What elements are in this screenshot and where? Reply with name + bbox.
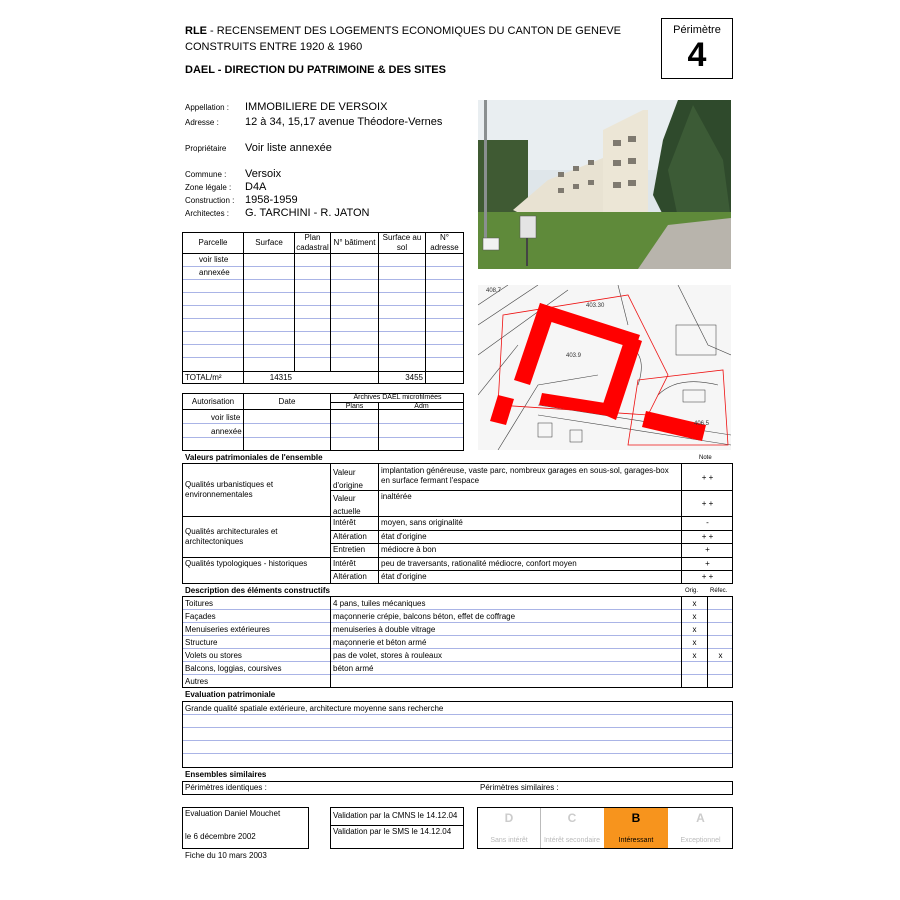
valeurs-g1-r2-label: Valeur actuelle bbox=[333, 494, 361, 516]
building-photo bbox=[478, 100, 731, 269]
appellation-label: Appellation : bbox=[185, 103, 230, 112]
description-text-balcons: béton armé bbox=[333, 664, 374, 673]
cadastral-map-image bbox=[478, 285, 731, 450]
valeurs-g3-r1-text: peu de traversants, rationalité médiocre, confort moyen bbox=[381, 559, 577, 568]
adresse-label: Adresse : bbox=[185, 118, 219, 127]
building-photo-image bbox=[478, 100, 731, 269]
parcel-header-plan: Plan cadastral bbox=[296, 233, 329, 252]
grade-d-label: Sans intérêt bbox=[490, 837, 528, 844]
evaluation-date: le 6 décembre 2002 bbox=[185, 832, 256, 841]
map-label-3: 403.9 bbox=[566, 353, 582, 359]
header-title-line1 bbox=[185, 25, 621, 37]
description-title: Description des éléments constructifs bbox=[185, 586, 330, 595]
architectes-value: G. TARCHINI - R. JATON bbox=[245, 207, 370, 219]
valeurs-g2-r1-note: - bbox=[706, 518, 709, 527]
valeurs-g3-r2-label: Altération bbox=[333, 572, 367, 581]
appellation-value: IMMOBILIERE DE VERSOIX bbox=[245, 101, 388, 113]
description-text-structure: maçonnerie et béton armé bbox=[333, 638, 427, 647]
description-orig-menuiseries: x bbox=[692, 625, 697, 634]
map-label-1: 408.7 bbox=[486, 288, 502, 294]
ensembles-title: Ensembles similaires bbox=[185, 770, 267, 779]
description-text-volets: pas de volet, stores à rouleaux bbox=[333, 651, 442, 660]
header-line1-text: - RECENSEMENT DES LOGEMENTS ECONOMIQUES DU CANTON DE GENEVE bbox=[207, 25, 621, 37]
description-label-volets: Volets ou stores bbox=[185, 651, 242, 660]
evaluation-author-box bbox=[182, 807, 309, 849]
description-label-balcons: Balcons, loggias, coursives bbox=[185, 664, 282, 673]
parcel-header-batiment: N° bâtiment bbox=[333, 238, 376, 247]
auth-header-adm: Adm bbox=[414, 403, 429, 410]
description-refec-header: Réfec. bbox=[710, 588, 728, 594]
validation-box bbox=[330, 807, 464, 849]
parcel-row-2: annexée bbox=[199, 268, 230, 277]
valeurs-g3-r1-label: Intérêt bbox=[333, 559, 356, 568]
auth-header-date: Date bbox=[278, 397, 296, 406]
commune-label: Commune : bbox=[185, 170, 227, 179]
grade-b-selected bbox=[604, 808, 668, 848]
adresse-value: 12 à 34, 15,17 avenue Théodore-Vernes bbox=[245, 116, 443, 128]
grade-c bbox=[541, 808, 603, 848]
valeurs-group-3: Qualités typologiques - historiques bbox=[185, 559, 308, 568]
cadastral-map bbox=[478, 285, 731, 450]
parcel-row-1: voir liste bbox=[199, 255, 229, 264]
auth-row-2: annexée bbox=[211, 427, 242, 436]
map-label-4: 406.5 bbox=[694, 421, 710, 427]
description-label-structure: Structure bbox=[185, 638, 218, 647]
proprietaire-label: Propriétaire bbox=[185, 144, 227, 153]
valeurs-group-2: Qualités architecturales et architectoniques bbox=[185, 527, 278, 546]
description-label-autres: Autres bbox=[185, 677, 209, 686]
description-orig-header: Orig. bbox=[685, 588, 699, 594]
description-text-facades: maçonnerie crépie, balcons béton, effet de coffrage bbox=[333, 612, 516, 621]
valeurs-g2-r1-text: moyen, sans originalité bbox=[381, 518, 463, 527]
parcel-total-surface: 14315 bbox=[269, 373, 292, 382]
description-orig-volets: x bbox=[692, 651, 697, 660]
valeurs-g2-r3-text: médiocre à bon bbox=[381, 545, 437, 554]
fiche-date: Fiche du 10 mars 2003 bbox=[185, 851, 267, 860]
grade-c-letter: C bbox=[567, 811, 577, 825]
valeurs-g1-r1-text: implantation généreuse, vaste parc, nombreux garages en sous-sol, garages-box en surface fermant l'espace bbox=[381, 466, 669, 485]
grade-d bbox=[478, 808, 540, 848]
grade-d-letter: D bbox=[504, 811, 514, 825]
parcel-header-adresse: N° adresse bbox=[430, 233, 459, 252]
validation-sms: Validation par le SMS le 14.12.04 bbox=[333, 827, 452, 836]
map-label-2: 403.30 bbox=[586, 303, 605, 309]
description-label-menuiseries: Menuiseries extérieures bbox=[185, 625, 270, 634]
parcel-header-surface: Surface bbox=[255, 238, 283, 247]
auth-header-archives: Archives DAEL microfilmées bbox=[353, 394, 442, 401]
valeurs-g2-r1-label: Intérêt bbox=[333, 518, 356, 527]
valeurs-g2-r3-note: + bbox=[705, 545, 710, 554]
valeurs-g2-r2-label: Altération bbox=[333, 532, 367, 541]
grade-b-label: Intéressant bbox=[618, 837, 654, 844]
valeurs-g3-r2-note: + + bbox=[701, 572, 714, 581]
description-refec-volets: x bbox=[718, 651, 723, 660]
valeurs-g1-r1-note: + + bbox=[701, 473, 714, 482]
zone-label: Zone légale : bbox=[185, 183, 232, 192]
grade-b-letter: B bbox=[631, 811, 641, 825]
valeurs-note-header: Note bbox=[699, 455, 712, 461]
grade-c-label: Intérêt secondaire bbox=[543, 837, 601, 844]
perimetre-box bbox=[661, 18, 733, 79]
auth-header-autorisation: Autorisation bbox=[191, 397, 235, 406]
auth-header-plans: Plans bbox=[345, 403, 364, 410]
parcel-header-parcelle: Parcelle bbox=[198, 238, 228, 247]
architectes-label: Architectes : bbox=[185, 209, 230, 218]
perimetres-identiques: Périmètres identiques : bbox=[185, 783, 267, 792]
valeurs-g3-r2-text: état d'origine bbox=[381, 572, 427, 581]
grade-a-letter: A bbox=[696, 811, 705, 825]
dael-title: DAEL - DIRECTION DU PATRIMOINE & DES SITES bbox=[185, 64, 446, 76]
perimetre-number: 4 bbox=[687, 36, 707, 74]
parcel-total-label: TOTAL/m² bbox=[185, 373, 222, 382]
grade-scale bbox=[477, 807, 733, 849]
construction-value: 1958-1959 bbox=[245, 194, 298, 206]
zone-value: D4A bbox=[245, 181, 267, 193]
description-label-toitures: Toitures bbox=[185, 599, 214, 608]
description-text-toitures: 4 pans, tuiles mécaniques bbox=[333, 599, 426, 608]
parcel-header-surface-sol: Surface au sol bbox=[382, 233, 422, 252]
construction-label: Construction : bbox=[185, 196, 235, 205]
valeurs-g1-r2-note: + + bbox=[701, 499, 714, 508]
description-orig-structure: x bbox=[692, 638, 697, 647]
valeurs-g1-r2-text: inaltérée bbox=[381, 492, 412, 501]
commune-value: Versoix bbox=[245, 168, 282, 180]
valeurs-group-1: Qualités urbanistiques et environnementales bbox=[185, 480, 274, 499]
valeurs-g2-r2-note: + + bbox=[701, 532, 714, 541]
description-label-facades: Façades bbox=[185, 612, 216, 621]
grade-a bbox=[669, 808, 732, 848]
header-title-line2: CONSTRUITS ENTRE 1920 & 1960 bbox=[185, 41, 363, 53]
description-orig-facades: x bbox=[692, 612, 697, 621]
rle-abbr: RLE bbox=[185, 25, 207, 37]
valeurs-g1-r1-label: Valeur d'origine bbox=[333, 468, 363, 490]
valeurs-title: Valeurs patrimoniales de l'ensemble bbox=[185, 453, 323, 462]
validation-cmns: Validation par la CMNS le 14.12.04 bbox=[333, 811, 458, 820]
proprietaire-value: Voir liste annexée bbox=[245, 142, 332, 154]
parcel-total-sol: 3455 bbox=[405, 373, 423, 382]
perimetre-label: Périmètre bbox=[673, 24, 721, 36]
evaluation-author: Evaluation Daniel Mouchet bbox=[185, 809, 281, 818]
grade-a-label: Exceptionnel bbox=[680, 837, 721, 844]
evaluation-title: Evaluation patrimoniale bbox=[185, 690, 276, 699]
valeurs-g2-r2-text: état d'origine bbox=[381, 532, 427, 541]
valeurs-g3-r1-note: + bbox=[705, 559, 710, 568]
evaluation-text: Grande qualité spatiale extérieure, architecture moyenne sans recherche bbox=[185, 704, 444, 713]
valeurs-g2-r3-label: Entretien bbox=[333, 545, 366, 554]
description-orig-toitures: x bbox=[692, 599, 697, 608]
perimetres-similaires: Périmètres similaires : bbox=[480, 783, 559, 792]
auth-row-1: voir liste bbox=[211, 413, 241, 422]
description-text-menuiseries: menuiseries à double vitrage bbox=[333, 625, 436, 634]
